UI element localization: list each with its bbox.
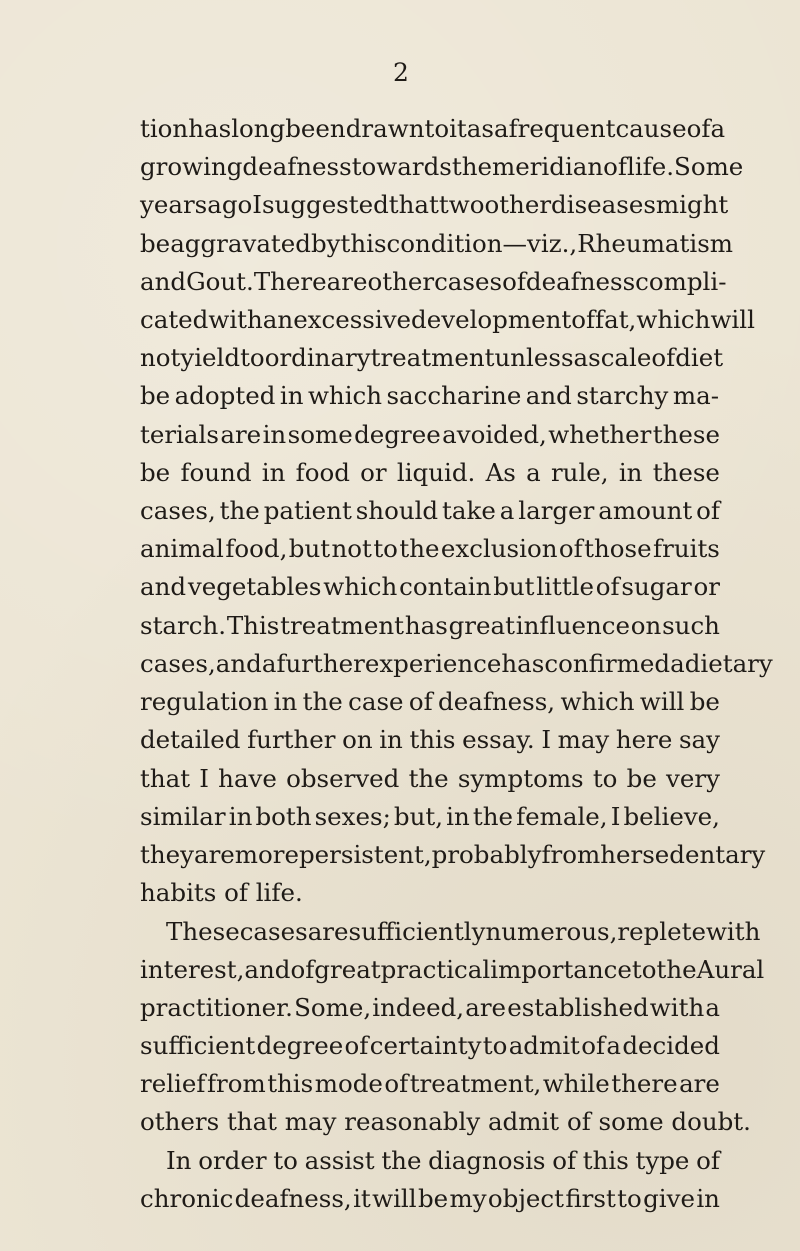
word: practical [380,955,491,984]
word: case [348,687,404,716]
word: on [342,725,373,754]
word: from [541,840,601,869]
word: towards [351,152,452,181]
word: on [630,611,662,640]
word: order [198,1146,267,1175]
word: but [493,572,535,601]
word: avoided, [442,420,547,449]
word: saccharine [386,381,522,410]
word: interest, [140,955,245,984]
word: and [525,381,572,410]
word: in [261,458,286,487]
word: replete [617,917,706,946]
word: of [290,955,315,984]
word: probably [431,840,542,869]
word: liquid. [396,458,476,487]
word: drawn [345,114,425,143]
word: are [326,267,368,296]
word: I [252,190,262,219]
word: I [199,764,209,793]
word: unless [494,343,574,372]
word: condition—viz., [386,229,578,258]
word: a [573,343,589,372]
word: my [449,1184,487,1213]
word: diet [675,343,724,372]
word: the [408,764,449,793]
word: great [448,611,515,640]
word: sugar [621,572,692,601]
word: numerous, [485,917,618,946]
word: dietary [684,649,773,678]
word: starch. [140,611,227,640]
word: the [399,534,440,563]
word: the [656,955,697,984]
word: yield [180,343,241,372]
word: very [666,764,720,793]
line-text: others that may reasonably admit of some doubt. [140,1107,751,1136]
word: excessive [293,305,412,334]
word: There [253,267,327,296]
word: her [600,840,643,869]
word: be [417,1184,449,1213]
word: of [696,496,720,525]
word: which [560,687,635,716]
word: great [314,955,381,984]
word: chronic [140,1184,234,1213]
word: be [689,687,720,716]
text-line [140,152,744,181]
text-line [140,343,724,372]
word: be [626,764,657,793]
word: of [686,114,711,143]
word: has [404,611,448,640]
word: treatment [370,343,495,372]
word: both [255,802,312,831]
word: scale [588,343,652,372]
word: other [484,190,552,219]
word: confirmed [544,649,671,678]
word: to [373,534,398,563]
word: of [502,267,526,296]
word: This [226,611,280,640]
word: relief [140,1069,206,1098]
word: of [344,1031,369,1060]
word: cases, [140,496,216,525]
text-line [140,381,719,410]
word: in [446,802,470,831]
word: contain [399,572,492,601]
word: In [166,1146,192,1175]
word: As [485,458,516,487]
text-line [140,649,773,678]
word: in [379,725,403,754]
word: cases [434,267,503,296]
word: food, [225,534,288,563]
word: animal [140,534,224,563]
word: experience [364,649,502,678]
word: by [310,229,341,258]
word: will [639,687,685,716]
word: compli- [635,267,727,296]
word: some [287,420,353,449]
word: while [542,1069,610,1098]
word: little [536,572,594,601]
word: essay. [462,725,535,754]
word: as [466,114,494,143]
word: such [662,611,720,640]
word: a [261,649,277,678]
word: object [487,1184,564,1213]
word: frequent [508,114,616,143]
word: importance [490,955,632,984]
word: exclusion [440,534,558,563]
text-line [140,840,766,869]
word: in [262,420,287,449]
word: in [618,458,643,487]
word: deafness, [438,687,556,716]
word: a [705,993,720,1022]
word: I [541,725,551,754]
text-line [140,878,440,907]
word: degree [256,1031,344,1060]
word: which [636,305,711,334]
text-line [140,229,734,258]
word: Aural [696,955,765,984]
word: more [234,840,299,869]
word: with [705,917,761,946]
word: not [140,343,181,372]
word: deafness [242,152,352,181]
word: the [219,496,260,525]
page-number: 2 [393,58,409,87]
word: degree [354,420,441,449]
word: further [247,725,336,754]
word: growing [140,152,243,181]
word: persistent, [299,840,432,869]
word: this [409,725,456,754]
word: development [411,305,572,334]
text-line [140,267,727,296]
word: in [273,687,298,716]
word: they [140,840,194,869]
word: established [507,993,649,1022]
word: or [360,458,387,487]
word: here [615,725,673,754]
text-line [140,611,720,640]
word: but, [393,802,444,831]
word: which [323,572,398,601]
word: to [273,1146,298,1175]
word: say [678,725,720,754]
word: the [472,802,513,831]
word: might [655,190,729,219]
text-line [166,917,761,946]
word: found [180,458,252,487]
word: those [584,534,652,563]
word: practitioner. [140,993,293,1022]
word: a [493,114,509,143]
text-line [140,802,720,831]
text-line [140,534,720,563]
text-line [140,572,720,601]
word: cases, [140,649,216,678]
word: which [307,381,383,410]
word: treatment, [409,1069,542,1098]
word: of [408,687,433,716]
word: of [581,1031,606,1060]
word: two [438,190,485,219]
word: has [188,114,232,143]
word: to [424,114,450,143]
word: ago [207,190,253,219]
word: the [302,687,343,716]
word: detailed [140,725,241,754]
word: sedentary [642,840,766,869]
word: cause [615,114,687,143]
word: I [610,802,621,831]
text-line [140,687,720,716]
word: may [557,725,610,754]
word: and [215,649,262,678]
word: Gout. [186,267,254,296]
word: further [276,649,365,678]
word: be [140,229,171,258]
word: Rheumatism [577,229,734,258]
word: and [140,572,187,601]
word: to [482,1031,508,1060]
word: tion [140,114,189,143]
word: cated [140,305,209,334]
word: will [372,1184,417,1213]
word: but [288,534,331,563]
word: sufficient [140,1031,256,1060]
word: are [679,1069,720,1098]
word: decided [622,1031,720,1060]
word: that [388,190,439,219]
word: take [442,496,496,525]
word: These [166,917,240,946]
word: sufficiently [348,917,486,946]
word: diseases [551,190,656,219]
word: this [267,1069,314,1098]
text-line [140,1184,720,1213]
word: are [307,917,349,946]
word: to [592,764,618,793]
word: this [582,1146,629,1175]
word: a [499,496,515,525]
word: should [355,496,439,525]
word: terials [140,420,219,449]
word: certainty [369,1031,482,1060]
word: years [140,190,208,219]
word: of [558,534,583,563]
word: the [451,152,492,181]
word: a [606,1031,622,1060]
word: cases [239,917,308,946]
word: larger [518,496,595,525]
word: ordinary [264,343,371,372]
word: indeed, [372,993,465,1022]
word: female, [516,802,608,831]
word: an [262,305,294,334]
word: it [449,114,467,143]
word: other [367,267,435,296]
word: and [140,267,187,296]
word: deafness [525,267,636,296]
word: are [220,420,262,449]
word: ma- [672,381,719,410]
text-line [140,458,720,487]
text-line [140,955,765,984]
word: with [208,305,263,334]
word: a [526,458,541,487]
word: a [710,114,726,143]
text-line [140,725,720,754]
word: are [193,840,235,869]
word: starchy [576,381,669,410]
word: not [331,534,372,563]
word: whether [548,420,652,449]
word: have [218,764,277,793]
word: are [465,993,507,1022]
word: this [340,229,387,258]
text-line [140,1069,720,1098]
word: these [652,458,720,487]
word: rule, [550,458,609,487]
word: mode [314,1069,383,1098]
word: from [206,1069,266,1098]
word: to [240,343,265,372]
text-line [140,1031,720,1060]
word: life. [627,152,675,181]
word: fat, [595,305,637,334]
word: of [571,305,596,334]
word: to [617,1184,642,1213]
word: food [295,458,350,487]
word: there [611,1069,678,1098]
word: diagnosis [428,1146,546,1175]
word: of [595,572,620,601]
word: aggravated [170,229,311,258]
word: of [651,343,676,372]
word: will [710,305,755,334]
word: these [652,420,720,449]
text-line [140,496,720,525]
word: Some, [294,993,372,1022]
word: adopted [174,381,276,410]
text-line [140,1107,751,1136]
word: or [693,572,720,601]
word: be [140,381,171,410]
word: has [501,649,545,678]
word: similar [140,802,226,831]
word: with [649,993,705,1022]
word: in [279,381,304,410]
word: a [670,649,685,678]
text-line [140,764,720,793]
word: the [381,1146,422,1175]
word: of [696,1146,720,1175]
word: vegetables [187,572,322,601]
word: symptoms [457,764,584,793]
word: first [565,1184,616,1213]
text-line [166,1146,720,1175]
word: of [384,1069,409,1098]
word: regulation [140,687,269,716]
text-line [140,993,720,1022]
word: suggested [261,190,389,219]
text-line [140,190,729,219]
word: amount [598,496,693,525]
text-line [140,114,726,143]
text-line [140,305,755,334]
word: sexes; [314,802,391,831]
word: meridian [491,152,604,181]
word: deafness, [234,1184,352,1213]
word: patient [263,496,352,525]
word: fruits [653,534,720,563]
word: assist [304,1146,375,1175]
word: it [353,1184,371,1213]
word: of [552,1146,577,1175]
word: type [635,1146,690,1175]
word: be [140,458,171,487]
line-text: habits of life. [140,878,303,907]
word: and [244,955,291,984]
word: influence [515,611,630,640]
text-line [140,420,720,449]
word: in [228,802,253,831]
word: that [140,764,191,793]
word: long [231,114,286,143]
word: treatment [280,611,405,640]
word: believe, [623,802,720,831]
word: observed [286,764,400,793]
word: of [603,152,627,181]
word: been [285,114,346,143]
word: admit [508,1031,580,1060]
word: in [696,1184,720,1213]
word: Some [674,152,744,181]
word: to [631,955,657,984]
word: give [643,1184,695,1213]
